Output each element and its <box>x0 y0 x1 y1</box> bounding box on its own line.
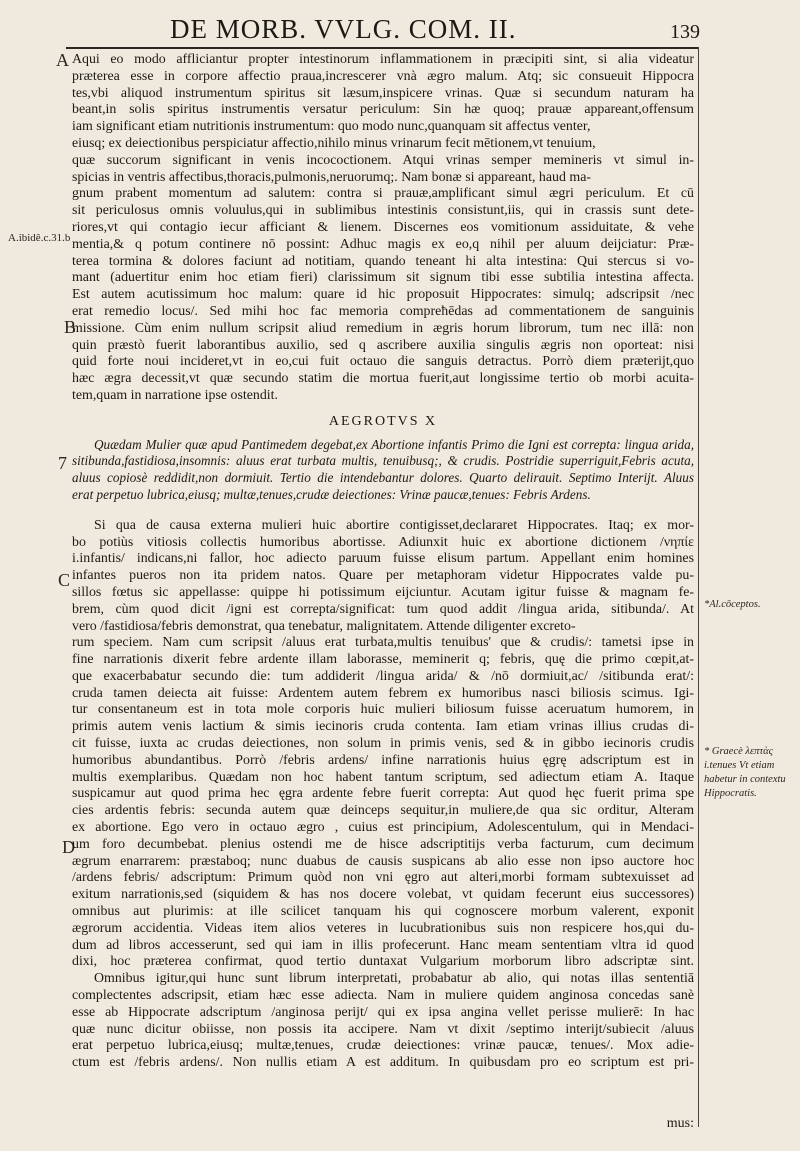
text-line: terea tormina & dolores faciunt ad notitiam, quando teneant hi alta intestina: Qui stercus si vo- <box>72 253 694 269</box>
page-header <box>170 14 700 50</box>
text-line: spicias in ventris affectibus,thoracis,pulmonis,neruorumq;. Nam bonæ si appareant, haud ma- <box>72 169 591 185</box>
page-body <box>72 52 694 1072</box>
text-line: eiusq; ex deiectionibus perspiciatur affectio,nihilo minus vrinarum fecit mētionem,vt tenuium, <box>72 135 596 151</box>
paragraph-1 <box>72 52 694 405</box>
margin-note-graece: * Graecè λεπτὰς i.tenues Vt etiam habetur in contextu Hippocratis. <box>704 746 786 799</box>
text-line: sit periculosus omnis voluulus,qui in sublimibus intestinis consistunt,iis, qui in crassis sunt dete- <box>72 203 694 219</box>
text-line: missione. Cùm enim nullum scripsit aliud remedium in ægris horum librorum, tum nec illā: non <box>72 320 694 336</box>
text-line: Omnibus igitur,qui hunc sunt librum interpretati, probabatur ab alio, qui notas illas sententiā <box>94 971 694 987</box>
text-line: exitum narrationis,sed (siquidem & has nos docere volebat, vt quidam fecerunt eius successores) <box>72 887 694 903</box>
margin-rule <box>698 47 699 1127</box>
text-line: que exacerbabatur secundo die: tum addiderit /lingua arida/ & /nō dormiuit,ac/ /sitibunda erat/: <box>72 668 694 684</box>
text-line: complectentes adscripsit, etiam hæc esse adiecta. Nam in muliere quidem anginosa concedas sanè <box>72 988 694 1004</box>
text-line: quæ succorum significant in venis incococtionem. Atqui vrinas semper memineris vt simul in- <box>72 152 694 168</box>
text-line: humoribus abundantibus. Porrò /febris ardens/ infine narrationis huius ęgrę adscriptum est in <box>72 752 694 768</box>
text-line: sillos fœtus sic appellasse: quippe hi potissimum eijciuntur. Acutam igitur fuisse & magnam fe- <box>72 584 694 600</box>
text-line: erat perpetuo lubrica,eiusq; multæ,tenues, crudæ deiectiones: vrinæ paucæ, tenues/. Mox adie- <box>72 1038 694 1054</box>
catchword: mus: <box>666 1116 694 1131</box>
text-line: erat remedio locus/. Sed mihi hoc fac memoria compreħēdas ad commentationem de sanguinis <box>72 303 694 319</box>
text-line: Si qua de causa externa mulieri huic abortire contigisset,declararet Hippocrates. Itaq; ex mor- <box>94 517 694 533</box>
page-number: 139 <box>670 21 700 43</box>
margin-reference-note: A.ibidē.c.31.b <box>8 232 71 244</box>
margin-letter-a: A <box>56 50 69 70</box>
text-line: tes,vbi aliquod instrumentum spiritus sit læsum,inspicere vrinas. Quæ si secundum naturam ha <box>72 85 694 101</box>
text-line: infantes pueros non ita pridem natos. Quare per metaphoram videtur Hippocrates valde pu- <box>72 568 694 584</box>
text-line: multis exemplaribus. Quædam non hoc habent tantum scriptum, sed adiectum etiam A. Itaque <box>72 769 694 785</box>
margin-letter-c: C <box>58 570 71 590</box>
text-line: aluus copiosè reddidit,non dormiuit. Tertio die intendebantur dolores. Quarto delirauit. Septimo Interijt. Aluus <box>72 470 694 486</box>
text-line: præterea esse in corpore affectio praua,increscerer vnà ægro malum. Atq; sic consueuit Hippocra <box>72 68 694 84</box>
text-line: ægrorum accidentia. Videas item alios veteres in lucubrationibus suis non respicere hos,qui du- <box>72 920 694 936</box>
case-heading: AEGROTVS X <box>328 413 438 429</box>
text-line: mentia,& q potum continere nō possint: Adhuc magis ex eo,q nihil per aluum deijciatur: Præ- <box>72 236 694 252</box>
text-line: dixi, hoc præterea confirmat, quod tertio duntaxat Vulgarium morborum libro adscriptæ sint. <box>72 954 694 970</box>
text-line: suspicamur aut quod prima hec ęgra ardente febre fuerit correpta: Aut quod hęc fuerit prima spe <box>72 786 694 802</box>
text-line: Est autem acutissimum hoc malum: quare id hic proposuit Hippocrates: simulq; adscripsit /nec <box>72 287 694 303</box>
text-line: riores,vt qui contagio iecur afficiant & lienem. Discernes eos vomitionum assiduitate, & vehe <box>72 219 694 235</box>
final-paragraph <box>72 971 694 1072</box>
text-line: /ardens febris/ adscriptum: Primum quòd non vni ęgro aut alteri,morbi formam subtexuisset ad <box>72 870 694 886</box>
text-line: rum speciem. Nam cum scripsit /aluus erat turbata,multis tenuibus' que & crudis/: tametsi ipse in <box>72 635 694 651</box>
text-line: Aqui eo modo affliciantur propter intestinorum inflammationem in præcipiti sint, si alia videatur <box>72 52 694 67</box>
text-line: omnibus aut plurimis: at ille scilicet tanquam his qui cognoscere morbum valerent, exponit <box>72 904 694 920</box>
text-line: brem, cùm quod dicit /igni est correpta/significat: tum quod addit /lingua arida, sitibunda/. At <box>72 601 694 617</box>
margin-letter-b: B <box>64 317 77 337</box>
case-text <box>72 437 694 504</box>
margin-number-7: 7 <box>58 453 67 473</box>
running-title: DE MORB. VVLG. COM. II. <box>170 14 517 44</box>
text-line: quin præstò fuerit laborantibus auxilio, sed q ascribere auxilia singulis ægris non oporteat: nisi <box>72 337 694 353</box>
text-line: bo potiùs vitiosis collectis humoribus abortisse. Adiunxit huic ex abortione dictionem /νηπίε <box>72 534 694 550</box>
text-line: quid forte noui incideret,vt in eo,cui fuit octauo die sanguis detractus. Porrò diem præterijt,quo <box>72 354 694 370</box>
text-line: tur consentaneum est in tota mole corporis huic mulieri biliosum fuisse aceruatum humorem, in <box>72 702 694 718</box>
text-line: fine narrationis dixerit febre ardente illam laborasse, meminerit q; febris, quę die primo cœpit,at- <box>72 652 694 668</box>
text-line: erat perpetuo lubrica,eiusq; multæ,tenues,crudæ deiectiones: Vrinæ paucæ,tenues: Febris Ardens. <box>72 486 591 502</box>
text-line: ægrum enarrarem: præstaboq; nunc duabus de causis suspicans ab alio esse non ipso auctore hoc <box>72 853 694 869</box>
header-rule <box>66 47 698 49</box>
text-line: esse ab Hippocrate adscriptum /anginosa perijt/ qui ex ipsa angina vellet perisse mulierē: In hac <box>72 1004 694 1020</box>
text-line: quæ nunc dicitur obiisse, non possis ita accipere. Nam vt dixit /septimo interijt/subiecit /aluus <box>72 1021 694 1037</box>
text-line: i.infantis/ indicans,ni fallor, hoc adiecto paruum fuisse elisum partum. Appellant enim homines <box>72 551 694 567</box>
text-line: primis autem venis lactium & simis iecinoris cruda contenta. Iam etiam vrinas illius crudas di- <box>72 719 694 735</box>
text-line: ex abortione. Ego vero in octauo ægro , cuius est principium, Adolescentulum, qui in Mendaci- <box>72 820 694 836</box>
text-line: Quædam Mulier quæ apud Pantimedem degebat,ex Abortione infantis Primo die Igni est correpta: lingua arida, <box>94 436 694 452</box>
text-line: cit fuisse, iuxta ac crudas deiectiones, non solum in primis venis, sed & in gibbo iecinoris crudis <box>72 736 694 752</box>
section-gap <box>72 504 694 518</box>
margin-note-conceptos: *Al.cōceptos. <box>704 599 761 610</box>
text-line: dum ad libros accesserunt, sed qui iam in illis profecerunt. Hanc meam sententiam vltra id quod <box>72 937 694 953</box>
text-line: cies ardentis febris: secunda autem quæ deinceps sequitur,in muliere,de qua sic orditur, Alteram <box>72 803 694 819</box>
text-line: ctum est /febris ardens/. Non nullis etiam A est additum. In quibusdam pro eo scriptum est pri- <box>72 1055 694 1071</box>
margin-letter-d: D <box>62 837 75 857</box>
text-line: beant,in solis spiritus instrumentis versatur periculum: Sin hæ quoq; prauæ appareant,offensum <box>72 102 694 118</box>
text-line: mant (aduertitur enim hoc etiam fieri) clarissimum sit signum tibi esse subtilia intestina affecta. <box>72 270 694 286</box>
commentary <box>72 518 694 972</box>
text-line: gnum prabent momentum ad salutem: contra si prauæ,amplificant simul ægri periculum. Et cū <box>72 186 694 202</box>
text-line: sitibunda,fastidiosa,insomnis: aluus erat turbata multis, tenuibusq;, & crudis. Postridie superriguit,Febris acuta, <box>72 453 694 469</box>
text-line: vero /fastidiosa/febris demonstrat, qua tenebatur, malignitatem. Attende diligenter excreto- <box>72 618 576 634</box>
text-line: cruda tamen deiecta ait fuisse: Ardentem autem febrem ex humoribus nasci biliosis scimus. Igi- <box>72 685 694 701</box>
text-line: hæc ægra decessit,vt quæ secundo statim die mortua fuerit,aut longissime tertio ob morbi acuita- <box>72 371 694 387</box>
text-line: um foro decumbebat. plenius ostendi me de hisce adscriptitijs verba facturum, cum decimum <box>72 836 694 852</box>
text-line: tem,quam in narratione ipse ostendit. <box>72 387 278 403</box>
text-line: iam significant etiam nutritionis instrumentum: quo modo nunc,quanquam sit affectus venter, <box>72 119 591 135</box>
